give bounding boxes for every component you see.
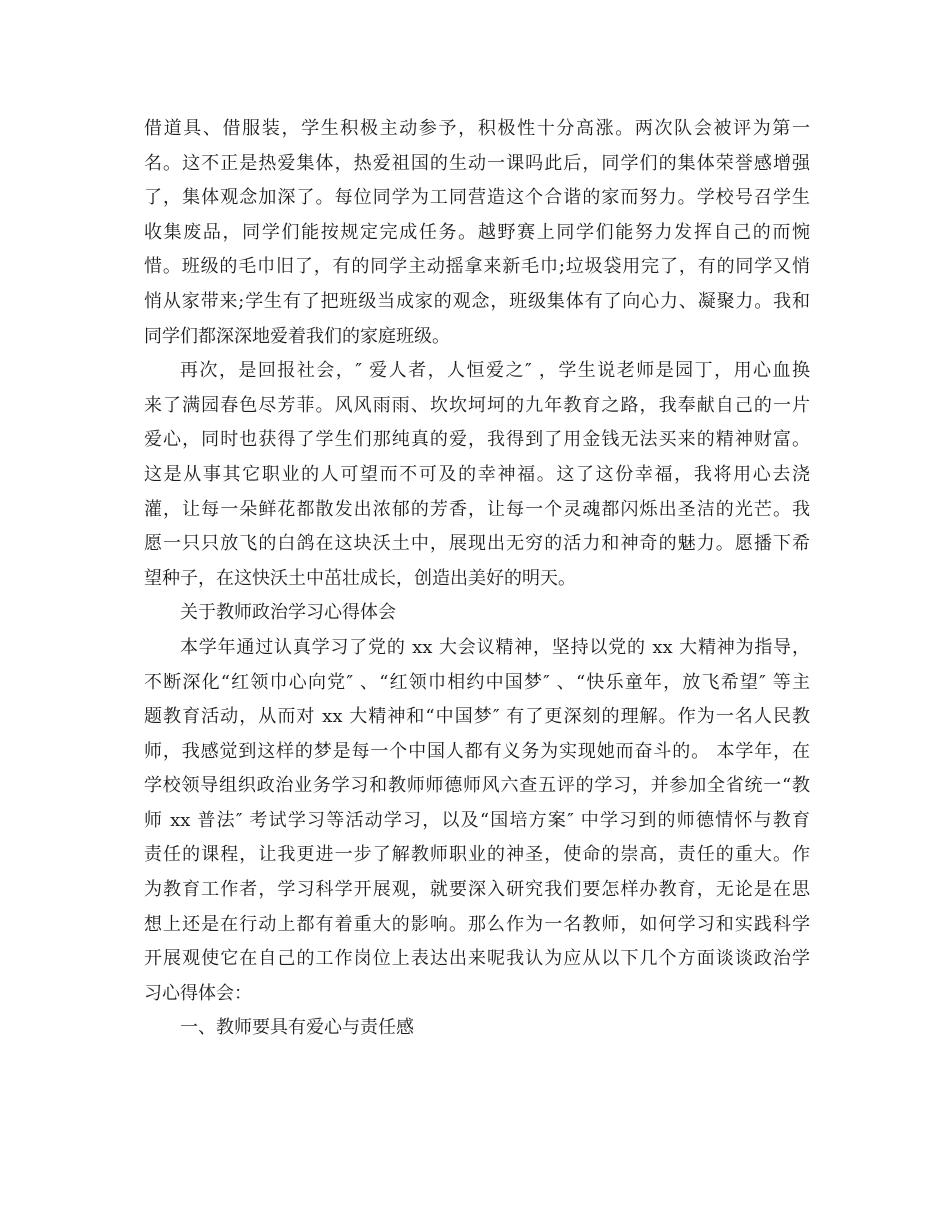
text-line: 来了满园春色尽芳菲。风风雨雨、坎坎坷坷的九年教育之路，我奉献自己的一片 xyxy=(144,394,810,416)
text-line: 望种子，在这快沃土中茁壮成长，创造出美好的明天。 xyxy=(144,567,576,589)
text-line: 题教育活动，从而对 xx 大精神和“中国梦″ 有了更深刻的理解。作为一名人民教 xyxy=(144,706,810,728)
text-line: 名。这不正是热爱集体，热爱祖国的生动一课吗此后，同学们的集体荣誉感增强 xyxy=(144,152,810,174)
text-line: 收集废品，同学们能按规定完成任务。越野赛上同学们能努力发挥自己的而惋 xyxy=(144,221,810,243)
text-line: 借道具、借服装，学生积极主动参予，积极性十分高涨。两次队会被评为第一 xyxy=(144,118,810,139)
text-line: 学校领导组织政治业务学习和教师师德师风六查五评的学习，并参加全省统一“教 xyxy=(144,775,810,797)
text-line: 为教育工作者，学习科学开展观，就要深入研究我们要怎样办教育，无论是在思 xyxy=(144,879,810,901)
text-line: 不断深化“红领巾心向党″ 、“红领巾相约中国梦″ 、“快乐童年，放飞希望″ 等主 xyxy=(144,671,810,693)
text-line: 惜。班级的毛巾旧了，有的同学主动摇拿来新毛巾;垃圾袋用完了，有的同学又悄 xyxy=(144,256,810,278)
text-line: 悄从家带来;学生有了把班级当成家的观念，班级集体有了向心力、凝聚力。我和 xyxy=(144,290,810,312)
text-line: 师 xx 普法″ 考试学习等活动学习，以及“国培方案″ 中学习到的师德情怀与教育 xyxy=(144,809,810,831)
text-line: 愿一只只放飞的白鸽在这块沃土中，展现出无穷的活力和神奇的魅力。愿播下希 xyxy=(144,533,810,555)
text-line: 师，我感觉到这样的梦是每一个中国人都有义务为实现她而奋斗的。 本学年，在 xyxy=(144,740,810,762)
text-line: 了，集体观念加深了。每位同学为工同营造这个合谐的家而努力。学校号召学生 xyxy=(144,187,810,209)
text-line: 这是从事其它职业的人可望而不可及的幸神福。这了这份幸福，我将用心去浇 xyxy=(144,463,810,485)
section-heading: 一、教师要具有爱心与责任感 xyxy=(180,1017,414,1039)
paragraph-start-line: 本学年通过认真学习了党的 xx 大会议精神，坚持以党的 xx 大精神为指导， xyxy=(180,636,810,658)
text-line: 开展观使它在自己的工作岗位上表达出来呢我认为应从以下几个方面谈谈政治学 xyxy=(144,948,810,970)
text-line: 想上还是在行动上都有着重大的影响。那么作为一名教师，如何学习和实践科学 xyxy=(144,913,810,935)
text-line: 灌，让每一朵鲜花都散发出浓郁的芳香，让每一个灵魂都闪烁出圣洁的光芒。我 xyxy=(144,498,810,520)
text-line: 习心得体会： xyxy=(144,982,252,1004)
document-body xyxy=(144,112,810,1046)
section-title: 关于教师政治学习心得体会 xyxy=(180,602,396,624)
text-line: 责任的课程，让我更进一步了解教师职业的神圣，使命的崇高，责任的重大。作 xyxy=(144,844,810,866)
text-line: 同学们都深深地爱着我们的家庭班级。 xyxy=(144,325,450,347)
text-line: 爱心，同时也获得了学生们那纯真的爱，我得到了用金钱无法买来的精神财富。 xyxy=(144,429,810,451)
paragraph-start-line: 再次，是回报社会，″ 爱人者，人恒爱之″ ，学生说老师是园丁，用心血换 xyxy=(180,360,810,382)
